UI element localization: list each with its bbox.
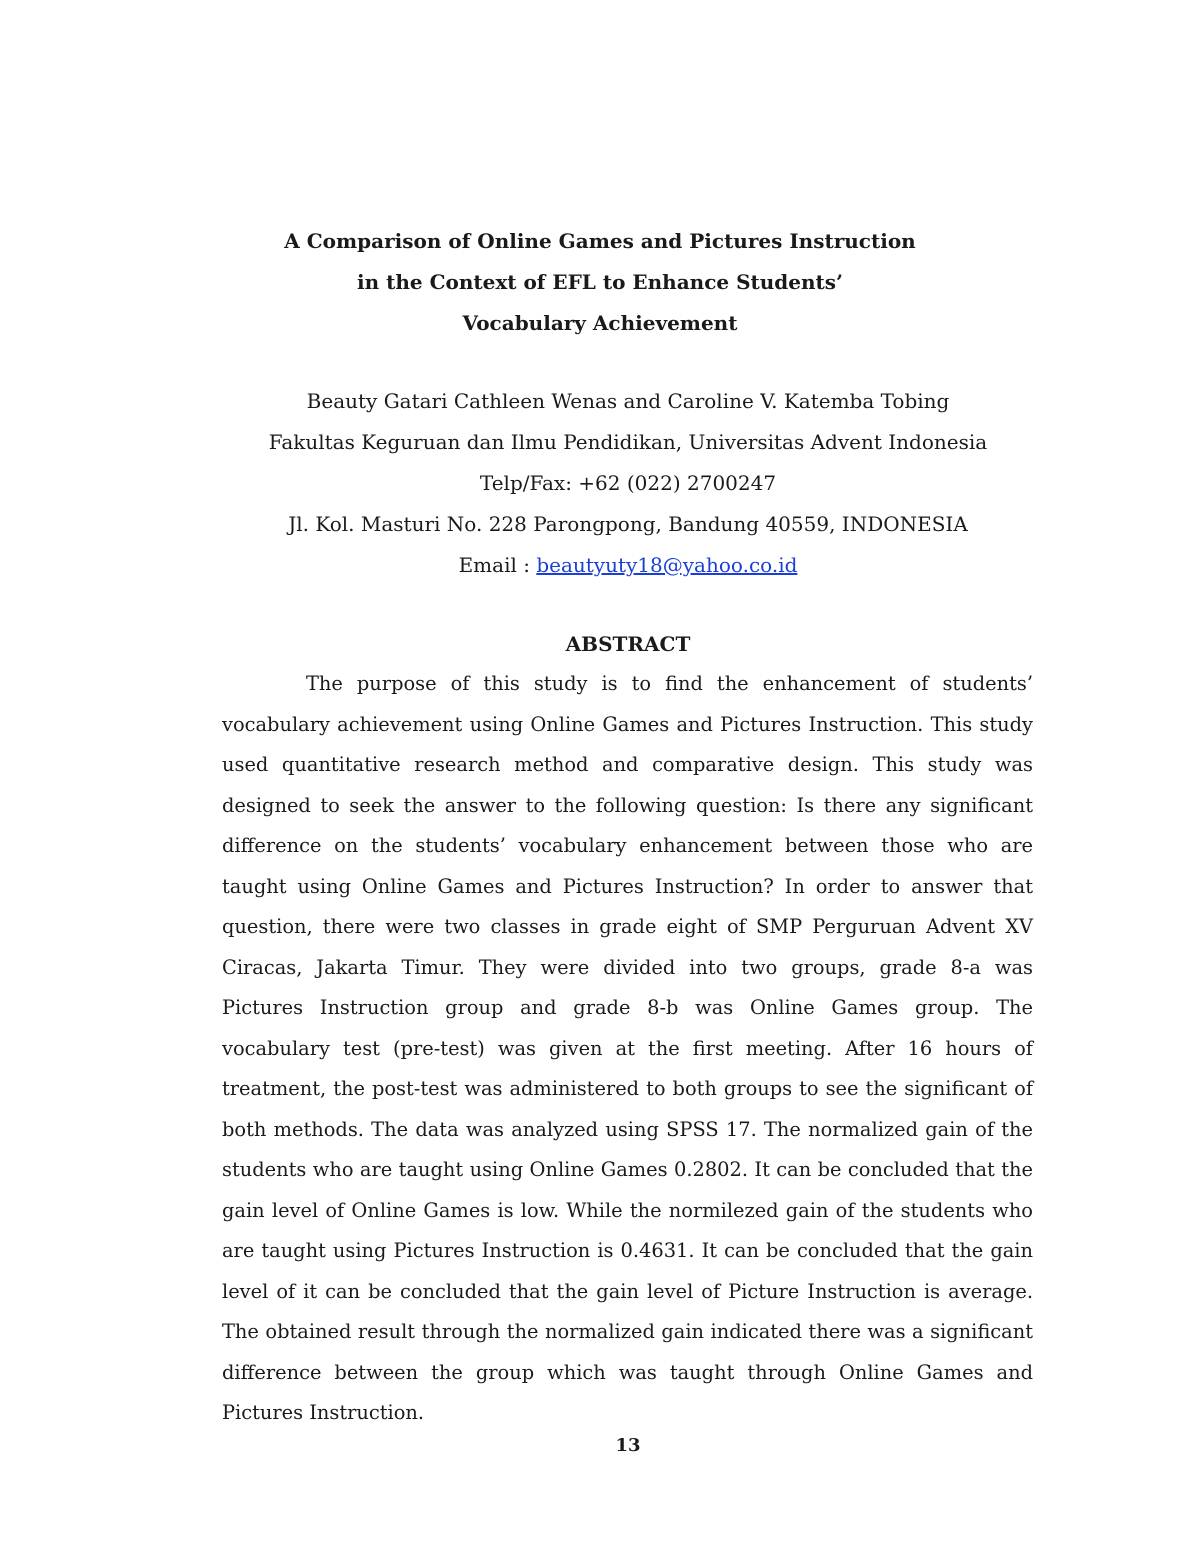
title-line-3: Vocabulary Achievement bbox=[462, 311, 738, 335]
title-line-2: in the Context of EFL to Enhance Students’ bbox=[357, 270, 843, 294]
title-line-1: A Comparison of Online Games and Pictures Instruction bbox=[284, 229, 916, 253]
author-names: Beauty Gatari Cathleen Wenas and Caroline V. Katemba Tobing bbox=[306, 389, 950, 413]
author-address: Jl. Kol. Masturi No. 228 Parongpong, Bandung 40559, INDONESIA bbox=[288, 512, 968, 536]
paper-title bbox=[0, 221, 1200, 344]
author-email-line bbox=[0, 545, 1200, 586]
email-label: Email : bbox=[458, 553, 537, 577]
author-phone: Telp/Fax: +62 (022) 2700247 bbox=[479, 471, 777, 495]
abstract-heading: ABSTRACT bbox=[565, 632, 691, 656]
abstract-text: The purpose of this study is to find the enhancement of students’ vocabulary achievement using Online Games and Pictures Instruction. This study used quantitative research method and comparative design. This study was designed to seek the answer to the following question: Is there any significant difference on the students’ vocabulary enhancement between those who are taught using Online Games and Pictures Instruction? In order to answer that question, there were two classes in grade eight of SMP Perguruan Advent XV Ciracas, Jakarta Timur. They were divided into two groups, grade 8-a was Pictures Instruction group and grade 8-b was Online Games group. The vocabulary test (pre-test) was given at the first meeting. After 16 hours of treatment, the post-test was administered to both groups to see the significant of both methods. The data was analyzed using SPSS 17. The normalized gain of the students who are taught using Online Games 0.2802. It can be concluded that the gain level of Online Games is low. While the normilezed gain of the students who are taught using Pictures Instruction is 0.4631. It can be concluded that the gain level of it can be concluded that the gain level of Picture Instruction is average. The obtained result through the normalized gain indicated there was a significant difference between the group which was taught through Online Games and Pictures Instruction. bbox=[222, 672, 1033, 1424]
author-info bbox=[0, 381, 1200, 586]
author-affiliation: Fakultas Keguruan dan Ilmu Pendidikan, Universitas Advent Indonesia bbox=[268, 430, 988, 454]
email-link[interactable]: beautyuty18@yahoo.co.id bbox=[536, 553, 798, 577]
page-number: 13 bbox=[615, 1435, 641, 1456]
